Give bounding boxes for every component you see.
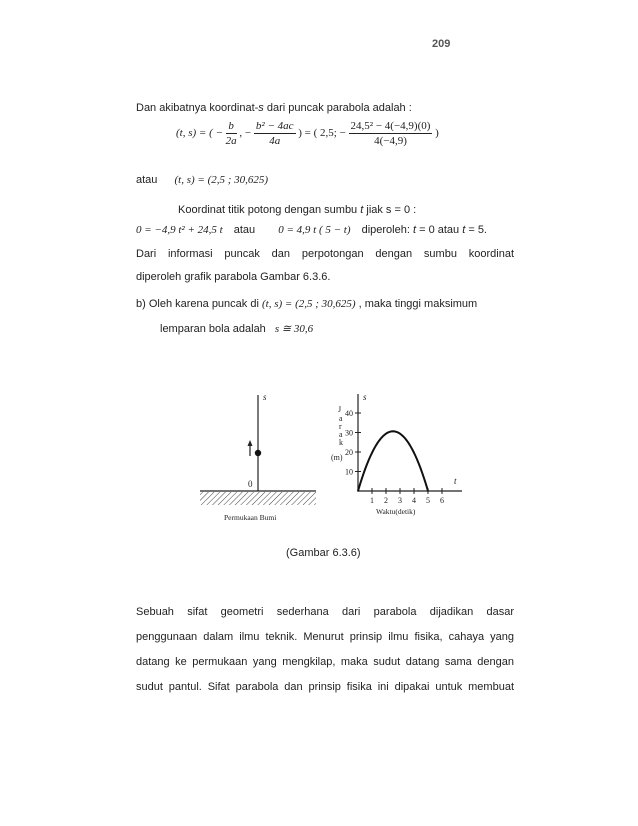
para5-line2: penggunaan dalam ilmu teknik. Menurut prinsip ilmu fisika, cahaya yang bbox=[136, 631, 514, 643]
data-point bbox=[427, 490, 429, 492]
y-tick-label: 40 bbox=[345, 409, 353, 418]
vertex-equation bbox=[176, 120, 439, 147]
intersection-intro: Koordinat titik potong dengan sumbu t jiak s = 0 : bbox=[178, 204, 417, 216]
x-tick-label: 5 bbox=[426, 496, 430, 505]
x-tick-label: 6 bbox=[440, 496, 444, 505]
trajectory-chart bbox=[331, 392, 462, 516]
max-height: s ≅ 30,6 bbox=[274, 323, 314, 335]
ylabel-unit: (m) bbox=[331, 453, 343, 462]
para3-line1: Dari informasi puncak dan perpotongan dengan sumbu koordinat bbox=[136, 248, 514, 260]
intro-text: Dan akibatnya koordinat- bbox=[136, 102, 259, 114]
intro-var: s bbox=[258, 102, 264, 114]
y-tick-label: 10 bbox=[345, 467, 353, 477]
data-point bbox=[378, 440, 380, 442]
intro-paragraph bbox=[136, 102, 412, 114]
figure-6-3-6 bbox=[190, 380, 480, 530]
data-point bbox=[399, 433, 401, 435]
roots-eq1: 0 = −4,9 t² + 24,5 t bbox=[136, 224, 223, 236]
eq1-end: ) bbox=[435, 127, 439, 140]
data-point bbox=[406, 440, 408, 442]
ball-icon bbox=[255, 450, 261, 456]
eq1-mid2: ) = ( 2,5; − bbox=[298, 127, 346, 140]
roots-atau: atau bbox=[233, 224, 256, 236]
eq1-mid: , − bbox=[239, 127, 252, 140]
max-point: (t, s) = (2,5 ; 30,625) bbox=[261, 298, 356, 310]
ball-diagram bbox=[200, 392, 316, 522]
y-tick-label: 20 bbox=[345, 448, 353, 457]
x-tick-label: 4 bbox=[412, 496, 416, 505]
figure-caption: (Gambar 6.3.6) bbox=[286, 547, 361, 559]
right-axis-t-label: t bbox=[454, 476, 457, 486]
ground-label: Permukaan Bumi bbox=[224, 513, 277, 522]
roots-line: 0 = −4,9 t² + 24,5 t atau 0 = 4,9 t ( 5 − t) diperoleh: t = 0 atau t = 5. bbox=[136, 224, 487, 236]
y-tick-label: 30 bbox=[345, 428, 353, 438]
atau-line bbox=[136, 174, 268, 186]
para5-line1: Sebuah sifat geometri sederhana dari parabola dijadikan dasar bbox=[136, 606, 514, 618]
ylabel-letter: a bbox=[339, 414, 343, 423]
data-point bbox=[385, 433, 387, 435]
fraction-discriminant: $\frac{\text{b² − 4ac}}{4a}$ bbox=[255, 120, 294, 147]
roots-eq2: 0 = 4,9 t ( 5 − t) bbox=[278, 224, 351, 236]
arrow-head-icon bbox=[248, 440, 253, 446]
data-point bbox=[413, 452, 415, 454]
data-point bbox=[357, 490, 359, 492]
roots-result: diperoleh: bbox=[361, 224, 413, 236]
ylabel-letter: J bbox=[338, 405, 342, 414]
page-number: 209 bbox=[432, 38, 451, 50]
ground-hatch bbox=[200, 492, 316, 505]
data-point bbox=[371, 452, 373, 454]
x-tick-label: 3 bbox=[398, 496, 402, 505]
para5-line4: sudut pantul. Sifat parabola dan prinsip fisika ini dipakai untuk membuat bbox=[136, 681, 514, 693]
intro-text-end: dari puncak parabola adalah : bbox=[263, 102, 412, 114]
fraction-numeric: $\frac{\text{24,5² − 4(−4,9)(0)}}{4(-4,9)}$ bbox=[350, 120, 431, 147]
y-axis-title bbox=[331, 405, 343, 462]
left-origin-label: 0 bbox=[248, 479, 253, 489]
x-tick-label: 2 bbox=[384, 496, 388, 505]
eq1-lhs: (t, s) = ( − bbox=[176, 127, 223, 140]
para4-line1: b) Oleh karena puncak di (t, s) = (2,5 ; 30,625) , maka tinggi maksimum bbox=[136, 298, 478, 310]
x-tick-label: 1 bbox=[370, 496, 374, 505]
data-point bbox=[392, 430, 394, 432]
ylabel-letter: k bbox=[339, 438, 343, 447]
para3-line2: diperoleh grafik parabola Gambar 6.3.6. bbox=[136, 271, 331, 283]
ylabel-letter: r bbox=[339, 422, 342, 431]
atau-label: atau bbox=[136, 174, 158, 186]
ylabel-letter: a bbox=[339, 430, 343, 439]
vertex-result: (t, s) = (2,5 ; 30,625) bbox=[174, 174, 269, 186]
fraction-b-2a: $\frac{b}{2a}$ bbox=[225, 120, 237, 147]
data-point bbox=[364, 469, 366, 471]
right-axis-s-label: s bbox=[363, 392, 367, 402]
data-point bbox=[420, 469, 422, 471]
left-axis-s-label: s bbox=[263, 392, 267, 402]
para5-line3: datang ke permukaan yang mengkilap, maka sudut datang sama dengan bbox=[136, 656, 514, 668]
para4-line2: lemparan bola adalah s ≅ 30,6 bbox=[160, 323, 314, 335]
parabola-series-line bbox=[358, 431, 428, 491]
x-axis-title: Waktu(detik) bbox=[376, 507, 416, 516]
